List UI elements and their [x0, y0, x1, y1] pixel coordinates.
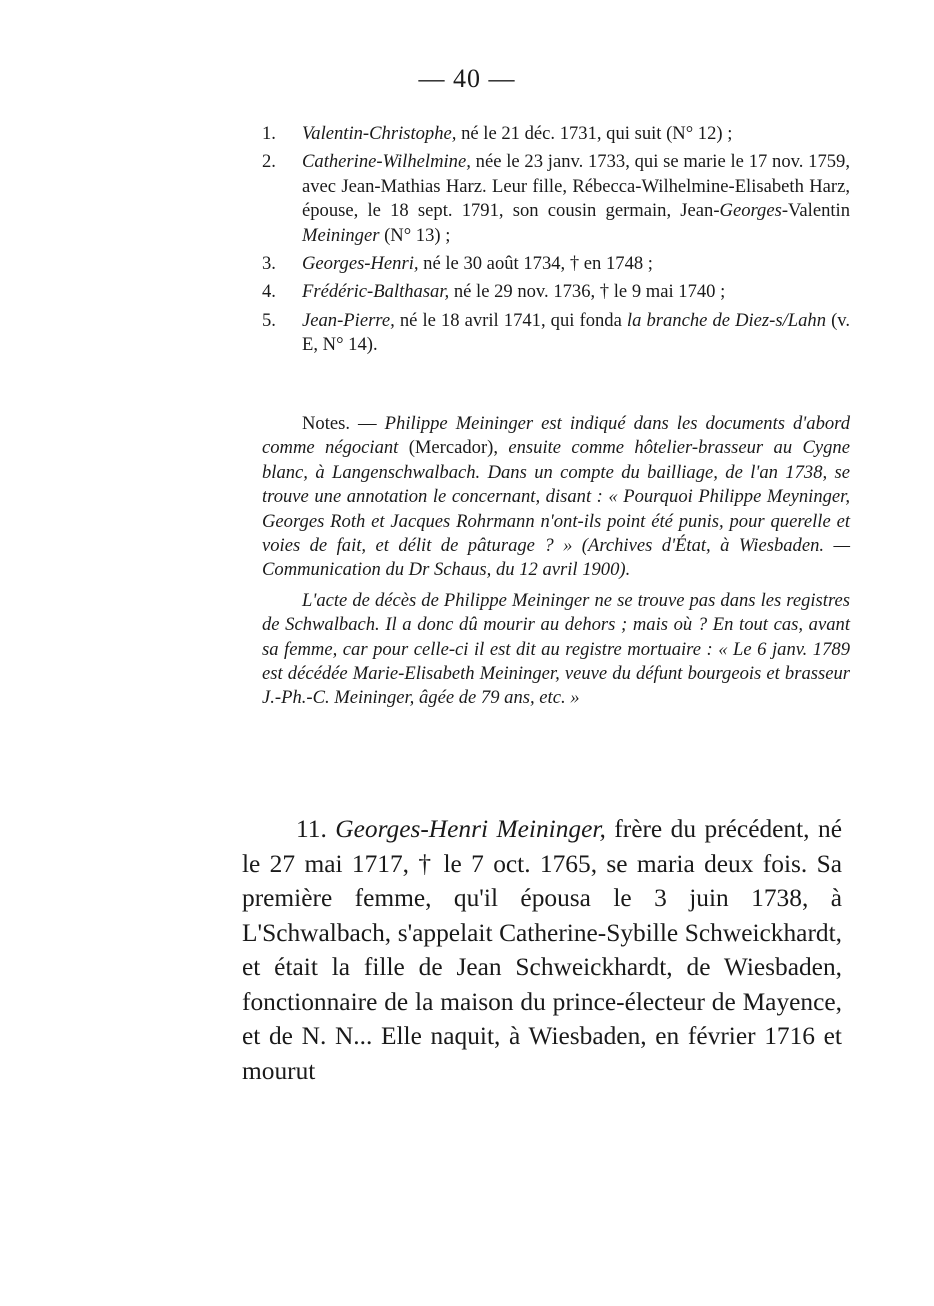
italic-text: Georges-Henri Meininger,	[335, 815, 606, 843]
page-number: — 40 —	[418, 64, 516, 93]
text-run: né le 18 avril 1741, qui fonda	[394, 309, 627, 331]
note-paragraph	[262, 589, 850, 711]
italic-text: Georges	[719, 200, 782, 222]
text-run: (v. E, N° 14).	[302, 309, 851, 356]
italic-text: Meininger	[302, 224, 380, 246]
text-run: -Valentin	[781, 200, 850, 222]
list-item-number: 3.	[262, 253, 276, 275]
list-item	[262, 150, 850, 248]
italic-text: Frédéric-Balthasar,	[302, 281, 450, 303]
list-item	[262, 280, 850, 304]
text-run: (Mercador),	[398, 437, 509, 459]
italic-text: L'acte de décès de Philippe Meininger ne se trouve pas dans les registres de Schwalbach. Il a donc dû mourir au dehors ; mais où ? En tout cas, avant sa femme, car pour celle-ci il est dit au registre mortuaire : « Le 6 janv. 1789 est décédée Marie-Elisabeth Meininger, veuve du défunt bourgeois et brasseur J.-Ph.-C. Meininger, âgée de 79 ans, etc. »	[262, 589, 850, 709]
text-run: frère du précédent, né le 27 mai 1717, † le 7 oct. 1765, se maria deux fois. Sa première femme, qu'il épousa le 3 juin 1738, à L'Schwalbach, s'appelait Catherine-Sybille Schweickhardt, et était la fille de Jean Schweickhardt, de Wiesbaden, fonctionnaire de la maison du prince-électeur de Mayence, et de N. N... Elle naquit, à Wiesbaden, en février 1716 et mourut	[242, 815, 842, 1085]
italic-text: Catherine-Wilhelmine,	[302, 151, 471, 173]
list-item-number: 4.	[262, 281, 276, 303]
italic-text: Jean-Pierre,	[302, 309, 395, 331]
entry-paragraph	[242, 812, 842, 1088]
italic-text: Valentin-Christophe,	[302, 123, 457, 144]
text-run: (N° 13) ;	[379, 224, 451, 246]
italic-text: ensuite comme hôtelier-brasseur au Cygne blanc, à Langenschwalbach. Dans un compte du bailliage, de l'an 1738, se trouve une annotation le concernant, disant : « Pourquoi Philippe Meyninger, Georges Roth et Jacques Rohrmann n'ont-ils point été punis, pour querelle et voies de fait, et délit de pâturage ? » (Archives d'État, à Wiesbaden. — Communication du Dr Schaus, du 12 avril 1900).	[262, 437, 850, 581]
list-item-number: 5.	[262, 309, 276, 331]
list-item	[262, 252, 850, 276]
text-run: 11.	[296, 815, 336, 843]
list-item-number: 1.	[262, 123, 276, 144]
list-item-number: 2.	[262, 151, 276, 173]
list-item	[262, 309, 850, 358]
note-paragraph	[262, 412, 850, 583]
italic-text: la branche de Diez-s/Lahn	[626, 309, 826, 331]
text-run: né le 29 nov. 1736, † le 9 mai 1740 ;	[449, 281, 726, 303]
italic-text: Philippe Meininger est indiqué dans les documents d'abord comme négociant	[262, 413, 851, 459]
text-run: né le 21 déc. 1731, qui suit (N° 12) ;	[456, 123, 733, 144]
list-item	[262, 122, 850, 146]
text-run: Notes. —	[302, 413, 385, 434]
genealogy-entry-11	[242, 812, 842, 1088]
text-run: né le 30 août 1734, † en 1748 ;	[418, 253, 653, 275]
text-run: née le 23 janv. 1733, qui se marie le 17 nov. 1759, avec Jean-Mathias Harz. Leur fille, Rébecca-Wilhelmine-Elisabeth Harz, épouse, le 18 sept. 1791, son cousin germain, Jean-	[302, 151, 850, 222]
italic-text: Georges-Henri,	[302, 253, 419, 275]
children-list	[262, 122, 850, 362]
notes-section	[262, 412, 850, 717]
